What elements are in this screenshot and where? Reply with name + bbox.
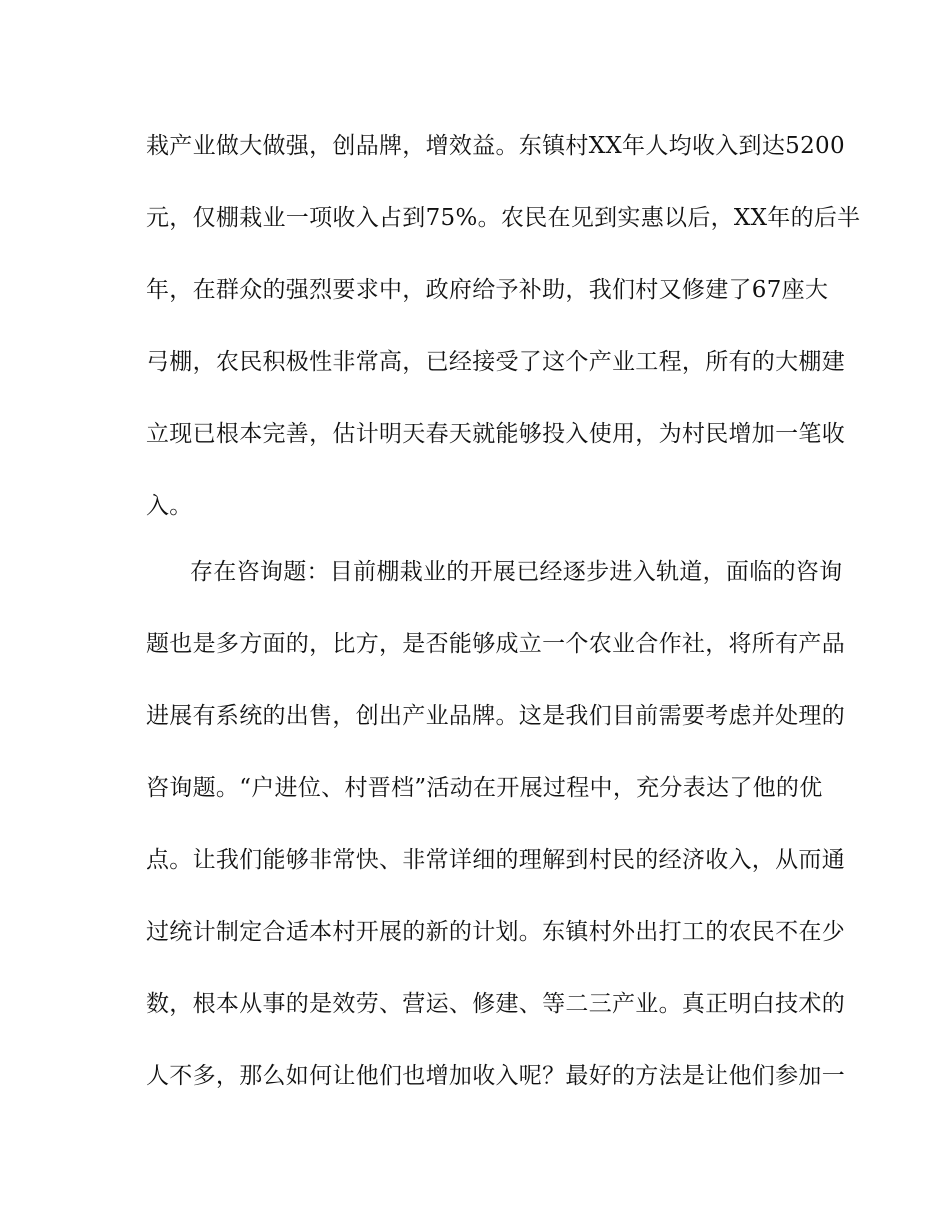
paragraph-first-line: 存在咨询题：目前棚栽业的开展已经逐步进入轨道，面临的咨询: [190, 559, 843, 585]
text-line: 元，仅棚栽业一项收入占到75%。农民在见到实惠以后，XX年的后半: [146, 205, 861, 231]
text-line: 咨询题。“户进位、村晋档”活动在开展过程中，充分表达了他的优: [146, 775, 823, 801]
text-line: 年，在群众的强烈要求中，政府给予补助，我们村又修建了67座大: [146, 277, 829, 303]
text-line: 进展有系统的出售，创出产业品牌。这是我们目前需要考虑并处理的: [146, 703, 845, 729]
text-line: 点。让我们能够非常快、非常详细的理解到村民的经济收入，从而通: [146, 847, 845, 873]
text-line: 入。: [146, 493, 193, 519]
text-line: 数，根本从事的是效劳、营运、修建、等二三产业。真正明白技术的: [146, 991, 845, 1017]
text-line: 立现已根本完善，估计明天春天就能够投入使用，为村民增加一笔收: [146, 421, 845, 447]
text-line: 过统计制定合适本村开展的新的计划。东镇村外出打工的农民不在少: [146, 919, 845, 945]
text-line: 弓棚，农民积极性非常高，已经接受了这个产业工程，所有的大棚建: [146, 349, 845, 375]
text-line: 人不多，那么如何让他们也增加收入呢？最好的方法是让他们参加一: [146, 1063, 845, 1089]
text-line: 题也是多方面的，比方，是否能够成立一个农业合作社，将所有产品: [146, 631, 845, 657]
text-line: 栽产业做大做强，创品牌，增效益。东镇村XX年人均收入到达5200: [146, 133, 845, 159]
